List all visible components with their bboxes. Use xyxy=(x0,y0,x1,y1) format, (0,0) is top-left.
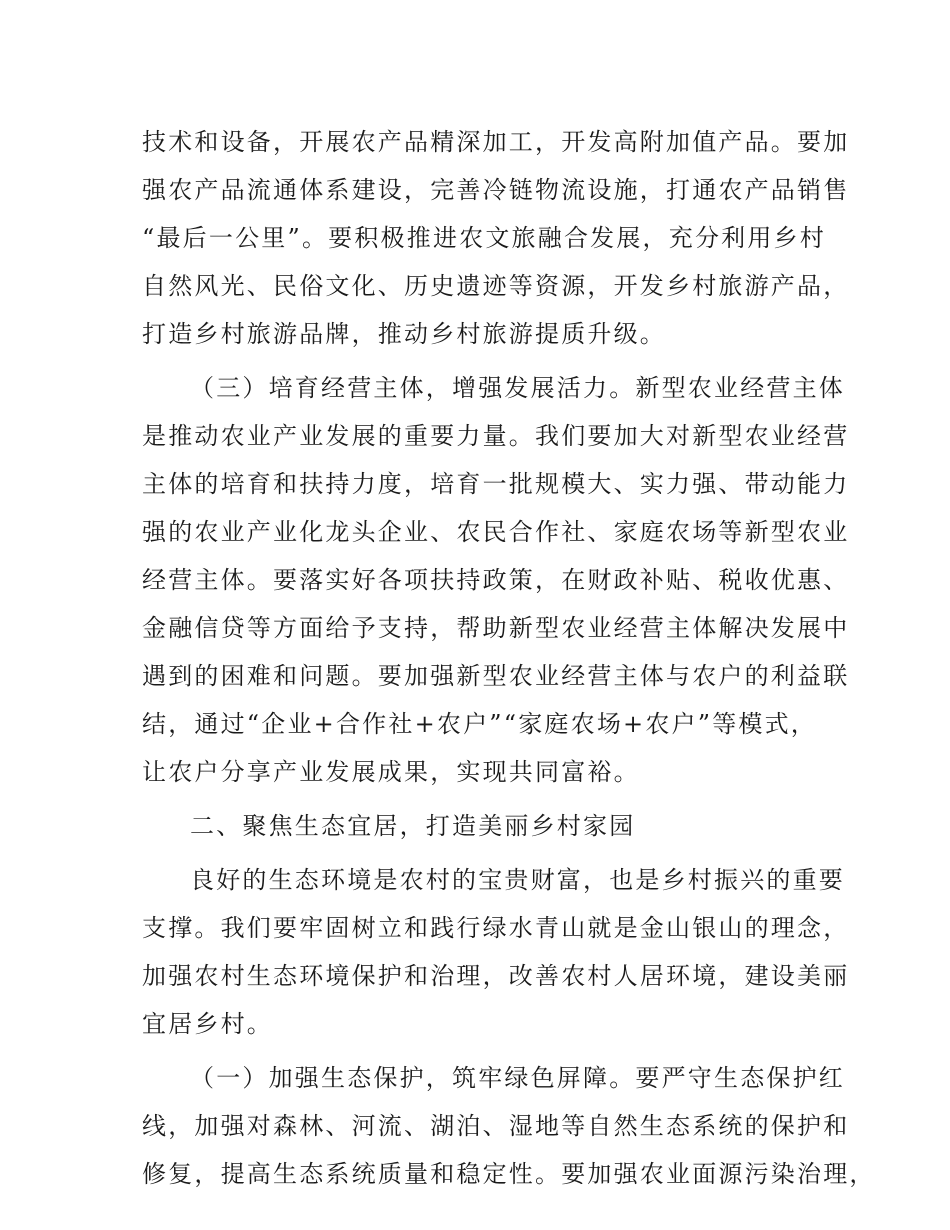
text-line: 修复，提高生态系统质量和稳定性。要加强农业面源污染治理， xyxy=(142,1160,876,1188)
text-line: 支撑。我们要牢固树立和践行绿水青山就是金山银山的理念， xyxy=(142,914,850,942)
text-line: 遇到的困难和问题。要加强新型农业经营主体与农户的利益联 xyxy=(142,662,850,690)
paragraph-agricultural-processing xyxy=(142,118,850,358)
text-line: 金融信贷等方面给予支持，帮助新型农业经营主体解决发展中 xyxy=(142,614,850,642)
text-line: 技术和设备，开展农产品精深加工，开发高附加值产品。要加 xyxy=(142,128,850,156)
text-line: 宜居乡村。 xyxy=(142,1010,273,1038)
text-line: 线，加强对森林、河流、湖泊、湿地等自然生态系统的保护和 xyxy=(142,1112,850,1140)
text-line: 自然风光、民俗文化、历史遗迹等资源，开发乡村旅游产品， xyxy=(142,272,850,300)
text-line: 强农产品流通体系建设，完善冷链物流设施，打通农产品销售 xyxy=(142,176,850,204)
document-body xyxy=(142,118,876,1198)
text-line: 主体的培育和扶持力度，培育一批规模大、实力强、带动能力 xyxy=(142,470,850,498)
text-line: 经营主体。要落实好各项扶持政策，在财政补贴、税收优惠、 xyxy=(142,566,850,594)
text-line: （一）加强生态保护，筑牢绿色屏障。要严守生态保护红 xyxy=(190,1064,845,1092)
text-line: 是推动农业产业发展的重要力量。我们要加大对新型农业经营 xyxy=(142,422,850,450)
section-heading-ecology xyxy=(142,802,814,850)
text-line: 结，通过“企业+合作社+农户”“家庭农场+农户”等模式， xyxy=(142,710,818,738)
section-heading: 二、聚焦生态宜居，打造美丽乡村家园 xyxy=(190,812,636,840)
text-line: 打造乡村旅游品牌，推动乡村旅游提质升级。 xyxy=(142,320,666,348)
text-line: 强的农业产业化龙头企业、农民合作社、家庭农场等新型农业 xyxy=(142,518,850,546)
paragraph-ecological-environment xyxy=(142,856,850,1048)
text-line: （三）培育经营主体，增强发展活力。新型农业经营主体 xyxy=(190,374,845,402)
text-line: 良好的生态环境是农村的宝贵财富，也是乡村振兴的重要 xyxy=(190,866,845,894)
paragraph-ecological-protection xyxy=(142,1054,876,1198)
paragraph-business-entities xyxy=(142,364,850,796)
text-line: 让农户分享产业发展成果，实现共同富裕。 xyxy=(142,758,640,786)
text-line: 加强农村生态环境保护和治理，改善农村人居环境，建设美丽 xyxy=(142,962,850,990)
text-line: “最后一公里”。要积极推进农文旅融合发展，充分利用乡村 xyxy=(142,224,826,252)
